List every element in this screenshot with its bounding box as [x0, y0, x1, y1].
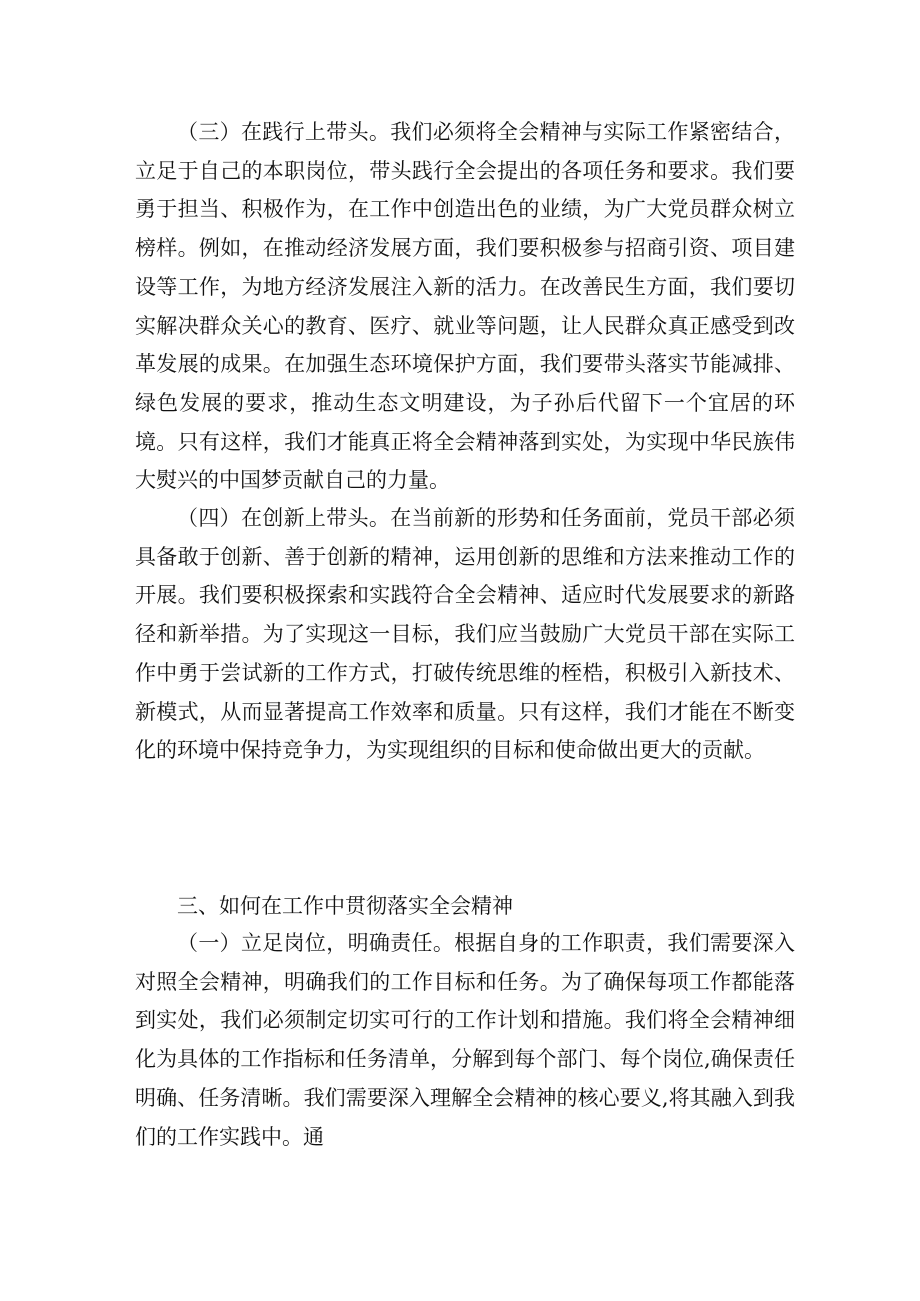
paragraph-innovation: [135, 499, 795, 770]
paragraph-practice: [135, 113, 795, 500]
paragraph-text: （三）在践行上带头。我们必须将全会精神与实际工作紧密结合，立足于自己的本职岗位，带头践行全会提出的各项任务和要求。我们要勇于担当、积极作为，在工作中创造出色的业绩，为广大党员群众树立榜样。例如，在推动经济发展方面，我们要积极参与招商引资、项目建设等工作，为地方经济发展注入新的活力。在改善民生方面，我们要切实解决群众关心的教育、医疗、就业等问题，让人民群众真正感受到改革发展的成果。在加强生态环境保护方面，我们要带头落实节能减排、绿色发展的要求，推动生态文明建设，为子孙后代留下一个宜居的环境。只有这样，我们才能真正将全会精神落到实处，为实现中华民族伟大熨兴的中国梦贡献自己的力量。: [135, 120, 795, 493]
paragraph-responsibility: [135, 924, 795, 1156]
section-heading: [135, 887, 795, 926]
paragraph-text: （一）立足岗位，明确责任。根据自身的工作职责，我们需要深入对照全会精神，明确我们的工作目标和任务。为了确保每项工作都能落到实处，我们必须制定切实可行的工作计划和措施。我们将全会精神细化为具体的工作指标和任务清单，分解到每个部门、每个岗位,确保责任明确、任务清晰。我们需要深入理解全会精神的核心要义,将其融入到我们的工作实践中。通: [135, 931, 795, 1149]
section-heading-text: 三、如何在工作中贯彻落实全会精神: [177, 894, 513, 918]
paragraph-text: （四）在创新上带头。在当前新的形势和任务面前，党员干部必须具备敢于创新、善于创新的精神，运用创新的思维和方法来推动工作的开展。我们要积极探索和实践符合全会精神、适应时代发展要求的新路径和新举措。为了实现这一目标，我们应当鼓励广大党员干部在实际工作中勇于尝试新的工作方式，打破传统思维的桎梏，积极引入新技术、新模式，从而显著提高工作效率和质量。只有这样，我们才能在不断变化的环境中保持竞争力，为实现组织的目标和使命做出更大的贡献。: [135, 506, 795, 763]
